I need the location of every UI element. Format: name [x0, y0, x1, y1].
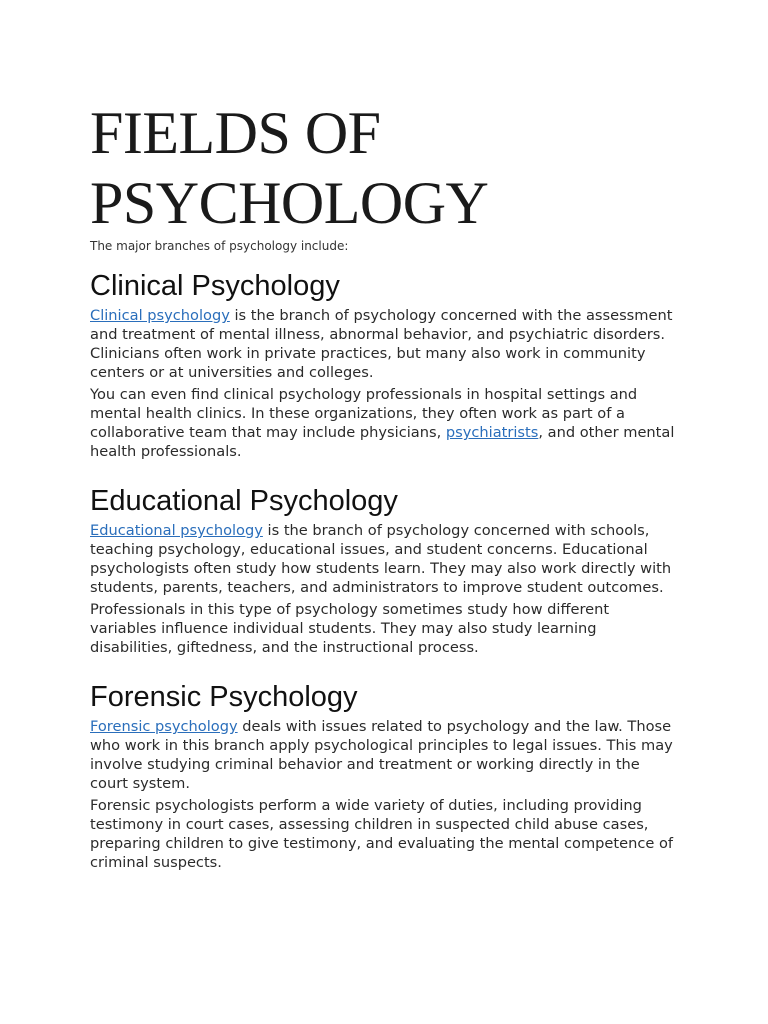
page-title — [90, 98, 680, 238]
clinical-p2-text-after: , and other mental health professionals. — [90, 424, 675, 460]
document-content — [90, 98, 680, 894]
section-clinical — [90, 268, 680, 461]
title-line-1: FIELDS OF — [90, 100, 381, 166]
clinical-paragraph-2 — [90, 385, 680, 461]
section-heading-educational: Educational Psychology — [90, 485, 398, 517]
clinical-paragraph-1 — [90, 306, 680, 382]
educational-p1-text: is the branch of psychology concerned with schools, teaching psychology, educational issues, and student concerns. Educational psychologists often study how students learn. They may also work directly with students, parents, teachers, and administrators to improve student outcomes. — [90, 522, 672, 596]
educational-psychology-link[interactable]: Educational psychology — [90, 522, 263, 539]
clinical-p2-text-before: You can even find clinical psychology professionals in hospital settings and mental health clinics. In these organizations, they often work as part of a collaborative team that may include physicians, — [90, 386, 638, 441]
forensic-p1-text: deals with issues related to psychology and the law. Those who work in this branch apply psychological principles to legal issues. This may involve studying criminal behavior and treatment or working directly in the court system. — [90, 718, 673, 792]
section-heading-clinical: Clinical Psychology — [90, 270, 340, 302]
educational-paragraph-2: Professionals in this type of psychology sometimes study how different variables influence individual students. They may also study learning disabilities, giftedness, and the instructional process. — [90, 601, 610, 656]
clinical-psychology-link[interactable]: Clinical psychology — [90, 307, 230, 324]
educational-paragraph-1 — [90, 521, 680, 597]
forensic-psychology-link[interactable]: Forensic psychology — [90, 718, 238, 735]
forensic-paragraph-1 — [90, 717, 680, 793]
section-heading-forensic: Forensic Psychology — [90, 681, 358, 713]
section-forensic — [90, 679, 680, 872]
section-educational — [90, 483, 680, 657]
psychiatrists-link[interactable]: psychiatrists — [445, 424, 539, 441]
title-line-2: PSYCHOLOGY — [90, 170, 489, 236]
intro-text: The major branches of psychology include: — [90, 239, 349, 253]
forensic-paragraph-2: Forensic psychologists perform a wide variety of duties, including providing testimony in court cases, assessing children in suspected child abuse cases, preparing children to give testimony, and evaluating the mental competence of criminal suspects. — [90, 797, 674, 871]
clinical-p1-text: is the branch of psychology concerned with the assessment and treatment of mental illness, abnormal behavior, and psychiatric disorders. Clinicians often work in private practices, but many also work in community centers or at universities and colleges. — [90, 307, 673, 381]
